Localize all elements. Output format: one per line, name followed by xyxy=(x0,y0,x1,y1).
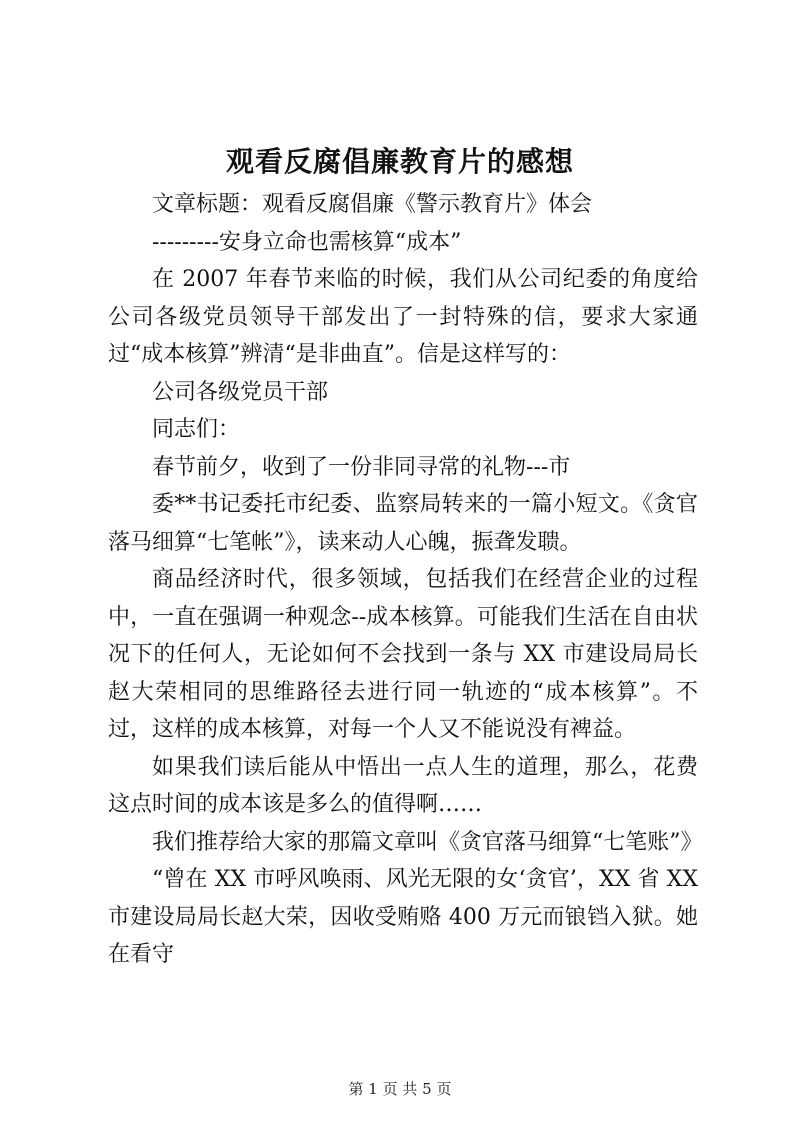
paragraph-cost-accounting: 商品经济时代，很多领域，包括我们在经营企业的过程中，一直在强调一种观念--成本核算。可能我们生活在自由状况下的任何人，无论如何不会找到一条与 XX 市建设局局长赵大荣相同的思维路径去进行同一轨迹的“成本核算”。不过，这样的成本核算，对每一个人又不能说没有裨益。 xyxy=(108,567,698,742)
paragraph-article-title: 文章标题：观看反腐倡廉《警示教育片》体会 xyxy=(152,192,593,217)
paragraph-greeting: 同志们： xyxy=(152,417,241,442)
paragraph-addressee: 公司各级党员干部 xyxy=(152,379,329,405)
paragraph-reflection: 如果我们读后能从中悟出一点人生的道理，那么，花费这点时间的成本该是多么的值得啊…… xyxy=(108,754,698,817)
paragraph-gift: 春节前夕，收到了一份非同寻常的礼物---市 xyxy=(152,454,571,480)
document-title: 观看反腐倡廉教育片的感想 xyxy=(225,145,574,178)
paragraph-subtitle: ---------安身立命也需核算“成本” xyxy=(152,229,462,255)
document-body xyxy=(108,186,703,974)
paragraph-quote: “曾在 XX 市呼风唤雨、风光无限的女‘贪官’，XX 省 XX 市建设局局长赵大荣，因收受贿赂 400 万元而锒铛入狱。她在看守 xyxy=(108,867,698,967)
paragraph-recommendation: 我们推荐给大家的那篇文章叫《贪官落马细算“七笔账”》 xyxy=(152,829,703,855)
paragraph-short-article: 委**书记委托市纪委、监察局转来的一篇小短文。《贪官落马细算“七笔帐”》，读来动人心魄，振聋发聩。 xyxy=(108,492,698,555)
page-footer: 第 1 页 共 5 页 xyxy=(348,1080,452,1098)
paragraph-intro: 在 2007 年春节来临的时候，我们从公司纪委的角度给公司各级党员领导干部发出了一封特殊的信，要求大家通过“成本核算”辨清“是非曲直”。信是这样写的： xyxy=(108,267,698,367)
